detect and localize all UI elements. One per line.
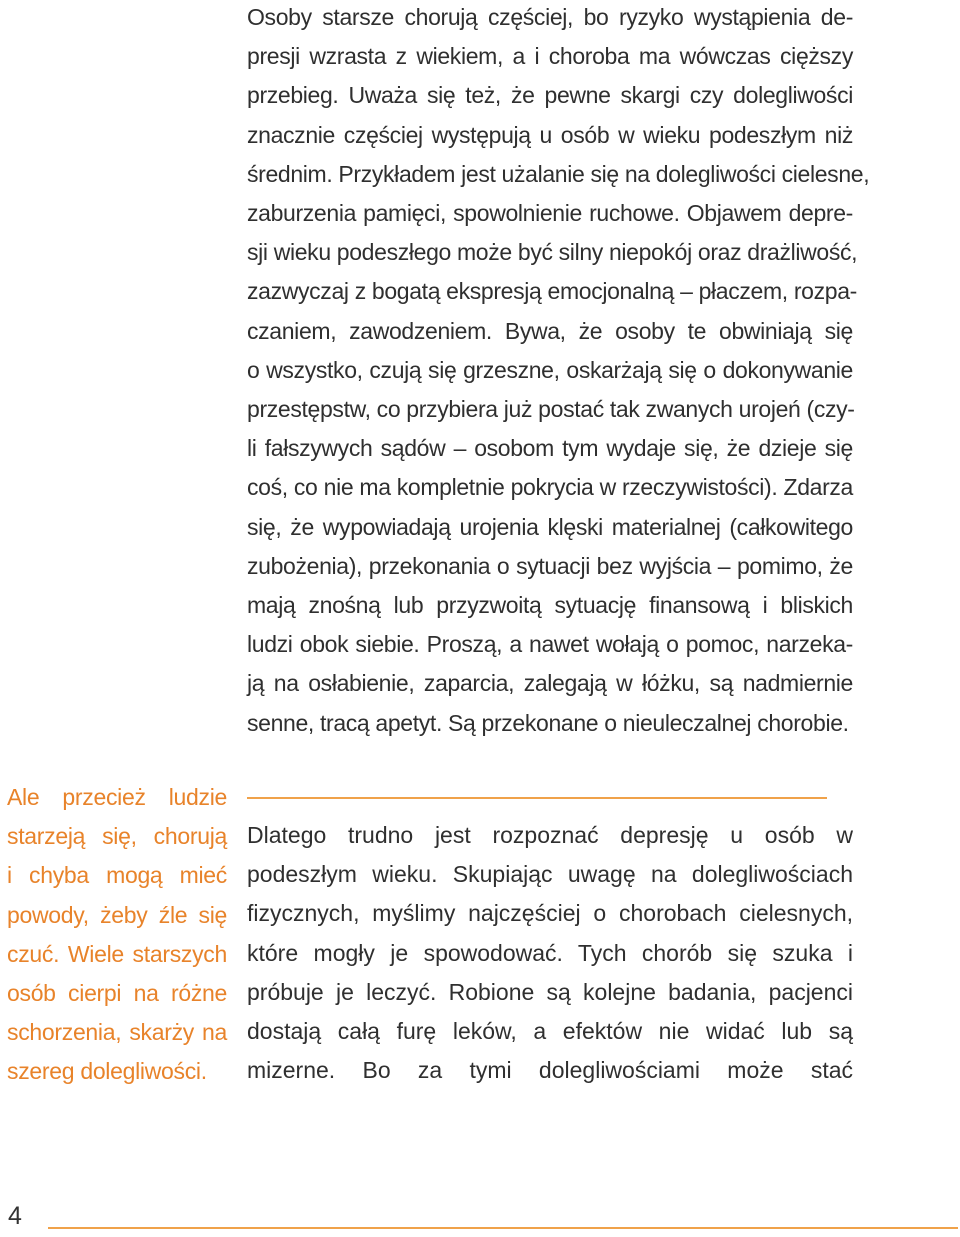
text-line: o wszystko, czują się grzeszne, oskarżają się o dokonywanie <box>247 356 853 383</box>
text-line: czaniem, zawodzeniem. Bywa, że osoby te obwiniają się <box>247 317 853 344</box>
text-line: coś, co nie ma kompletnie pokrycia w rzeczywistości). Zdarza <box>247 474 853 501</box>
text-line: dostają całą furę leków, a efektów nie widać lub są <box>247 1018 853 1045</box>
text-line: li fałszywych sądów – osobom tym wydaje się, że dzieje się <box>247 435 853 462</box>
text-line: zazwyczaj z bogatą ekspresją emocjonalną – płaczem, rozpa- <box>247 278 857 305</box>
text-line: senne, tracą apetyt. Są przekonane o nieuleczalnej chorobie. <box>247 709 849 736</box>
main-paragraph-2 <box>247 816 853 1090</box>
text-line: ludzi obok siebie. Proszą, a nawet wołają o pomoc, narzeka- <box>247 631 853 658</box>
text-line: przebieg. Uważa się też, że pewne skargi czy dolegliwości <box>247 82 853 109</box>
text-line: Osoby starsze chorują częściej, bo ryzyko wystąpienia de- <box>247 4 853 30</box>
text-line: presji wzrasta z wiekiem, a i choroba ma wówczas cięższy <box>247 43 853 70</box>
footer-divider <box>48 1227 958 1229</box>
sidebar-line: osób cierpi na różne <box>7 980 227 1007</box>
text-line: zubożenia), przekonania o sytuacji bez wyjścia – pomimo, że <box>247 552 853 579</box>
main-paragraph-1 <box>247 0 870 743</box>
text-line: fizycznych, myślimy najczęściej o chorobach cielesnych, <box>247 900 853 927</box>
text-line: podeszłym wieku. Skupiając uwagę na dolegliwościach <box>247 861 853 888</box>
text-line: znacznie częściej występują u osób w wieku podeszłym niż <box>247 121 853 148</box>
text-line: zaburzenia pamięci, spowolnienie ruchowe. Objawem depre- <box>247 200 853 227</box>
sidebar-line: i chyba mogą mieć <box>7 862 227 889</box>
text-line: próbuje je leczyć. Robione są kolejne badania, pacjenci <box>247 978 853 1005</box>
text-line: mizerne. Bo za tymi dolegliwościami może stać <box>247 1057 853 1084</box>
sidebar-line: szereg dolegliwości. <box>7 1058 207 1085</box>
text-line: sji wieku podeszłego może być silny niepokój oraz drażliwość, <box>247 239 858 266</box>
text-line: które mogły je spowodować. Tych chorób się szuka i <box>247 939 853 966</box>
sidebar-line: czuć. Wiele starszych <box>7 940 227 967</box>
sidebar-line: Ale przecież ludzie <box>7 784 227 810</box>
text-line: przestępstw, co przybiera już postać tak zwanych urojeń (czy- <box>247 396 855 423</box>
sidebar-line: powody, żeby źle się <box>7 901 227 928</box>
text-line: się, że wypowiadają urojenia klęski materialnej (całkowitego <box>247 513 853 540</box>
text-line: mają znośną lub przyzwoitą sytuację finansową i bliskich <box>247 592 853 619</box>
sidebar-line: starzeją się, chorują <box>7 823 227 850</box>
text-line: Dlatego trudno jest rozpoznać depresję u osób w <box>247 822 853 848</box>
page-number: 4 <box>8 1202 22 1230</box>
text-line: średnim. Przykładem jest użalanie się na dolegliwości cielesne, <box>247 160 870 187</box>
sidebar-line: schorzenia, skarży na <box>7 1019 227 1046</box>
pull-quote-sidebar <box>7 778 227 1092</box>
section-divider <box>247 797 827 799</box>
text-line: ją na osłabienie, zaparcia, zalegają w łóżku, są nadmiernie <box>247 670 853 697</box>
